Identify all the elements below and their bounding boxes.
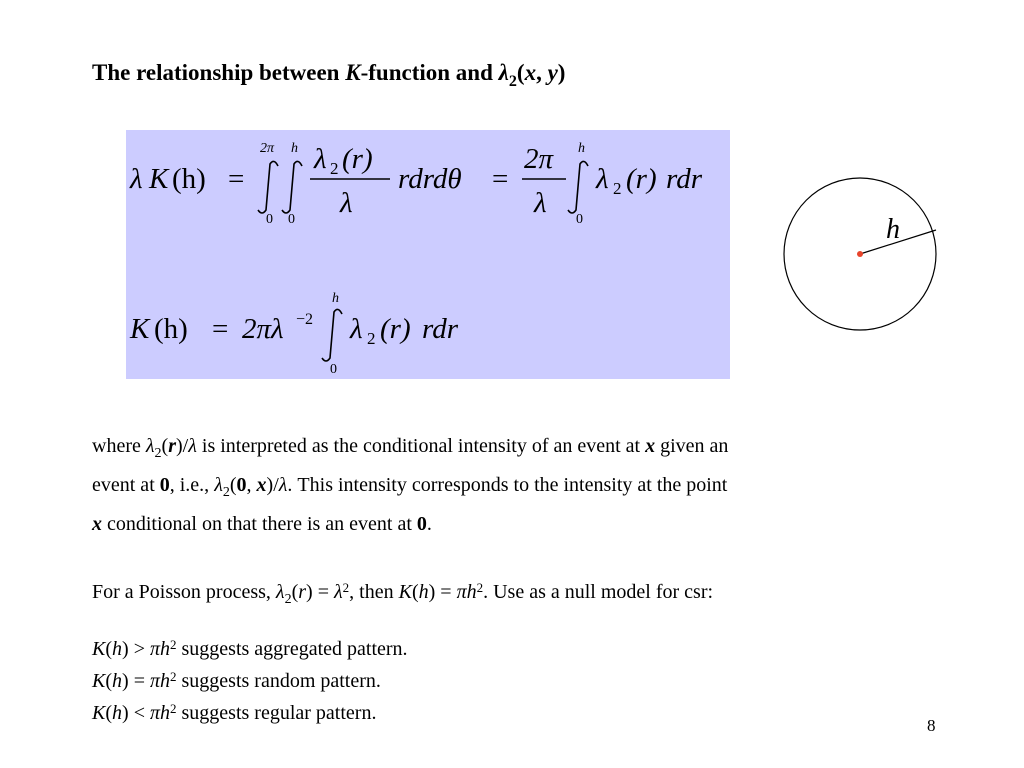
title-paren: (	[516, 60, 525, 85]
interpretation-paragraph	[92, 428, 728, 542]
title-y: y	[547, 60, 558, 85]
pi-h: πh	[149, 702, 170, 724]
superscript: 2	[476, 579, 484, 595]
eq2-equals: =	[212, 313, 229, 345]
pi-h: πh	[149, 670, 170, 692]
rule-aggregated	[92, 634, 408, 666]
eq1-equals: =	[228, 163, 245, 195]
radius-label: h	[886, 214, 900, 245]
slide-title	[92, 60, 566, 90]
superscript: 2	[342, 579, 350, 595]
var-h: h	[418, 581, 429, 603]
eq1-integrand-tail: rdrdθ	[398, 163, 462, 195]
operator: >	[128, 638, 150, 660]
eq2-coef: 2πλ	[242, 313, 284, 345]
text: suggests aggregated pattern.	[176, 638, 408, 660]
pattern-rules	[92, 634, 408, 730]
center-point	[857, 251, 863, 257]
text: (	[291, 581, 299, 603]
text: (	[105, 702, 113, 724]
text: , then	[349, 581, 399, 603]
vector-x: x	[645, 435, 656, 457]
text: (	[229, 474, 237, 496]
text: event at	[92, 474, 160, 496]
vector-zero: 0	[236, 474, 247, 496]
var-r: r	[298, 581, 307, 603]
text: suggests random pattern.	[176, 670, 381, 692]
paragraph-line	[92, 574, 713, 613]
rule-random	[92, 666, 408, 698]
operator: <	[128, 702, 150, 724]
eq2-lambda: λ	[350, 313, 363, 345]
eq1-frac2-den: λ	[534, 187, 547, 219]
text: (	[105, 638, 113, 660]
vector-r: r	[168, 435, 176, 457]
title-k: K	[345, 60, 361, 85]
eq1-int1-upper: 2π	[260, 141, 275, 156]
eq1-frac-num-sub: 2	[330, 159, 339, 178]
equation-svg	[126, 130, 730, 379]
superscript: 2	[170, 636, 177, 652]
text: (	[411, 581, 419, 603]
poisson-paragraph	[92, 574, 713, 613]
title-x: x	[524, 60, 537, 85]
subscript: 2	[154, 445, 162, 461]
text: ) =	[428, 581, 457, 603]
eq1-rhs-lambda: λ	[596, 163, 609, 195]
pi-h: πh	[456, 581, 477, 603]
superscript: 2	[170, 668, 177, 684]
text: (	[161, 435, 169, 457]
paragraph-line	[92, 506, 728, 542]
eq2-int-lower: 0	[330, 362, 337, 377]
superscript: 2	[170, 700, 177, 716]
vector-zero: 0	[159, 474, 170, 496]
title-text: The relationship between	[92, 60, 346, 85]
text: conditional on that there is an event at	[102, 513, 417, 535]
text: . Use as a null model for csr:	[483, 581, 714, 603]
eq1-integral-2	[282, 161, 302, 213]
page-number: 8	[927, 716, 936, 735]
eq1-rhs-arg: (r)	[626, 163, 657, 195]
eq1-int3-lower: 0	[576, 212, 583, 227]
text: , i.e.,	[169, 474, 215, 496]
var-k: K	[92, 638, 106, 660]
eq1-frac-num-lambda: λ	[314, 143, 327, 175]
text: is interpreted as the conditional intensity of an event at	[196, 435, 646, 457]
title-text: -function and	[360, 60, 499, 85]
var-h: h	[112, 702, 123, 724]
eq2-arg: (h)	[154, 313, 188, 345]
circle-svg	[780, 172, 950, 342]
eq1-rhs-sub: 2	[613, 179, 622, 198]
eq1-arg: (h)	[172, 163, 206, 195]
circle-diagram	[780, 172, 950, 347]
eq1-int2-lower: 0	[288, 212, 295, 227]
eq1-frac2-num: 2π	[524, 143, 554, 175]
pi-h: πh	[149, 638, 170, 660]
var-h: h	[112, 670, 123, 692]
text: .	[426, 513, 432, 535]
lambda: λ	[278, 474, 288, 496]
text: )/	[176, 435, 189, 457]
lambda: λ	[333, 581, 343, 603]
paragraph-line	[92, 428, 728, 467]
text: ,	[246, 474, 257, 496]
text: . This intensity corresponds to the intensity at the point	[287, 474, 728, 496]
lambda: λ	[188, 435, 197, 457]
eq2-tail: rdr	[422, 313, 458, 345]
eq2-int-upper: h	[332, 291, 339, 306]
text: where	[92, 435, 146, 457]
var-k: K	[398, 581, 412, 603]
title-paren: )	[557, 60, 566, 85]
eq2-k: K	[130, 313, 150, 345]
eq2-arg-r: (r)	[380, 313, 411, 345]
equation-box	[126, 130, 730, 379]
vector-x: x	[256, 474, 267, 496]
eq1-k: K	[149, 163, 169, 195]
eq1-int1-lower: 0	[266, 212, 273, 227]
eq1-frac-num-arg: (r)	[342, 143, 373, 175]
eq1-rhs-tail: rdr	[666, 163, 702, 195]
operator: =	[128, 670, 150, 692]
subscript: 2	[222, 484, 230, 500]
eq2-sub: 2	[367, 329, 376, 348]
text: For a Poisson process,	[92, 581, 276, 603]
eq2-integral	[322, 309, 342, 361]
rule-regular	[92, 698, 408, 730]
eq1-integral-1	[258, 161, 278, 213]
vector-x: x	[92, 513, 102, 535]
var-h: h	[112, 638, 123, 660]
text: )/	[266, 474, 279, 496]
text: suggests regular pattern.	[176, 702, 377, 724]
var-k: K	[92, 702, 106, 724]
eq2-exp: −2	[296, 311, 314, 328]
text: given an	[655, 435, 729, 457]
text: )	[122, 702, 129, 724]
text: ) =	[306, 581, 334, 603]
paragraph-line	[92, 467, 728, 506]
text: )	[122, 670, 129, 692]
text: )	[122, 638, 129, 660]
text: (	[105, 670, 113, 692]
eq1-integral-3	[568, 161, 588, 213]
eq1-frac-den: λ	[340, 187, 353, 219]
eq1-lambda: λ	[130, 163, 143, 195]
title-lambda: λ	[498, 60, 509, 85]
lambda: λ	[275, 581, 285, 603]
lambda: λ	[214, 474, 223, 496]
eq1-int3-upper: h	[578, 141, 585, 156]
vector-zero: 0	[416, 513, 427, 535]
title-comma: ,	[536, 60, 548, 85]
var-k: K	[92, 670, 106, 692]
title-subscript: 2	[508, 72, 517, 90]
lambda: λ	[145, 435, 155, 457]
subscript: 2	[284, 591, 292, 607]
eq1-equals-2: =	[492, 163, 509, 195]
eq1-int2-upper: h	[291, 141, 298, 156]
